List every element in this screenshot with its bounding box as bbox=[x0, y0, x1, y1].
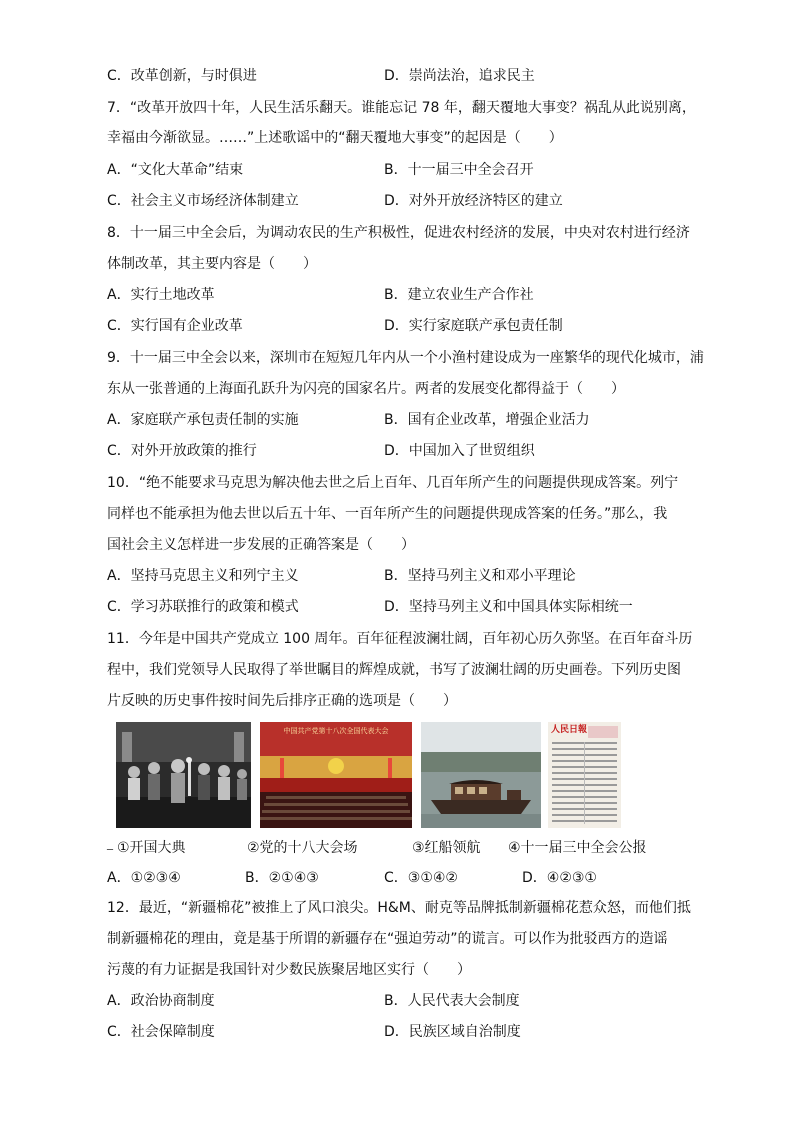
photo-founding-ceremony bbox=[116, 722, 251, 828]
q9-option-b: B．国有企业改革，增强企业活力 bbox=[384, 412, 590, 428]
q7-option-c: C．社会主义市场经济体制建立 bbox=[107, 193, 299, 209]
q11-option-c: C．③①④② bbox=[384, 870, 458, 886]
q11-stem-line3: 片反映的历史事件按时间先后排序正确的选项是（ ） bbox=[107, 693, 457, 709]
caption-3: ③红船领航 bbox=[412, 840, 481, 856]
q12-stem-line2: 制新疆棉花的理由，竟是基于所谓的新疆存在“强迫劳动”的谎言。可以作为批驳西方的造谣 bbox=[107, 931, 668, 947]
q9-option-d: D．中国加入了世贸组织 bbox=[384, 443, 535, 459]
q10-option-b: B．坚持马列主义和邓小平理论 bbox=[384, 568, 576, 584]
q7-option-d: D．对外开放经济特区的建立 bbox=[384, 193, 563, 209]
q11-option-a: A．①②③④ bbox=[107, 870, 181, 886]
q8-stem-line2: 体制改革，其主要内容是（ ） bbox=[107, 256, 317, 272]
q9-stem-line1: 9．十一届三中全会以来，深圳市在短短几年内从一个小渔村建设成为一座繁华的现代化城市，浦 bbox=[107, 350, 704, 366]
q8-stem-line1: 8．十一届三中全会后，为调动农民的生产积极性，促进农村经济的发展，中央对农村进行经济 bbox=[107, 225, 690, 241]
caption-4: ④十一届三中全会公报 bbox=[508, 840, 647, 856]
q10-option-a: A．坚持马克思主义和列宁主义 bbox=[107, 568, 299, 584]
q10-stem-line2: 同样也不能承担为他去世以后五十年、一百年所产生的问题提供现成答案的任务。”那么，我 bbox=[107, 506, 668, 522]
photo-18th-congress-hall bbox=[260, 722, 412, 828]
q12-stem-line3: 污蔑的有力证据是我国针对少数民族聚居地区实行（ ） bbox=[107, 962, 471, 978]
q6-option-d: D．崇尚法治，追求民主 bbox=[384, 68, 535, 84]
q7-option-b: B．十一届三中全会召开 bbox=[384, 162, 534, 178]
q7-option-a: A．“文化大革命”结束 bbox=[107, 162, 244, 178]
q12-option-a: A．政治协商制度 bbox=[107, 993, 215, 1009]
caption-2: ②党的十八大会场 bbox=[247, 840, 358, 856]
q8-option-c: C．实行国有企业改革 bbox=[107, 318, 243, 334]
q9-option-a: A．家庭联产承包责任制的实施 bbox=[107, 412, 299, 428]
q10-stem-line1: 10．“绝不能要求马克思为解决他去世之后上百年、几百年所产生的问题提供现成答案。列宁 bbox=[107, 475, 679, 491]
newspaper-masthead: 人民日報 bbox=[551, 725, 588, 735]
q9-option-c: C．对外开放政策的推行 bbox=[107, 443, 257, 459]
q10-option-c: C．学习苏联推行的政策和模式 bbox=[107, 599, 299, 615]
q8-option-b: B．建立农业生产合作社 bbox=[384, 287, 534, 303]
q6-option-c: C．改革创新，与时俱进 bbox=[107, 68, 257, 84]
photo-communique-newspaper bbox=[548, 722, 621, 828]
photo-red-boat bbox=[421, 722, 541, 828]
q11-option-b: B．②①④③ bbox=[245, 870, 319, 886]
q11-stem-line2: 程中，我们党领导人民取得了举世瞩目的辉煌成就，书写了波澜壮阔的历史画卷。下列历史图 bbox=[107, 662, 681, 678]
q12-option-c: C．社会保障制度 bbox=[107, 1024, 215, 1040]
congress-banner-text: 中国共产党第十八次全国代表大会 bbox=[283, 727, 389, 735]
q7-stem-line2: 幸福由今渐欲显。……”上述歌谣中的“翻天覆地大事变”的起因是（ ） bbox=[107, 130, 563, 146]
q12-stem-line1: 12．最近，“新疆棉花”被推上了风口浪尖。H&M、耐克等品牌抵制新疆棉花惹众怒，而他们抵 bbox=[107, 900, 691, 916]
q12-option-b: B．人民代表大会制度 bbox=[384, 993, 520, 1009]
q8-option-d: D．实行家庭联产承包责任制 bbox=[384, 318, 563, 334]
caption-leading-mark: _ bbox=[107, 836, 113, 850]
caption-1: ①开国大典 bbox=[117, 840, 186, 856]
q11-option-d: D．④②③① bbox=[522, 870, 597, 886]
q9-stem-line2: 东从一张普通的上海面孔跃升为闪亮的国家名片。两者的发展变化都得益于（ ） bbox=[107, 381, 625, 397]
q11-stem-line1: 11．今年是中国共产党成立 100 周年。百年征程波澜壮阔，百年初心历久弥坚。在百年奋斗历 bbox=[107, 631, 693, 647]
q10-stem-line3: 国社会主义怎样进一步发展的正确答案是（ ） bbox=[107, 537, 415, 553]
q10-option-d: D．坚持马列主义和中国具体实际相统一 bbox=[384, 599, 633, 615]
q7-stem-line1: 7．“改革开放四十年，人民生活乐翻天。谁能忘记 78 年，翻天覆地大事变？祸乱从此说别离， bbox=[107, 100, 696, 116]
q12-option-d: D．民族区域自治制度 bbox=[384, 1024, 521, 1040]
q8-option-a: A．实行土地改革 bbox=[107, 287, 215, 303]
